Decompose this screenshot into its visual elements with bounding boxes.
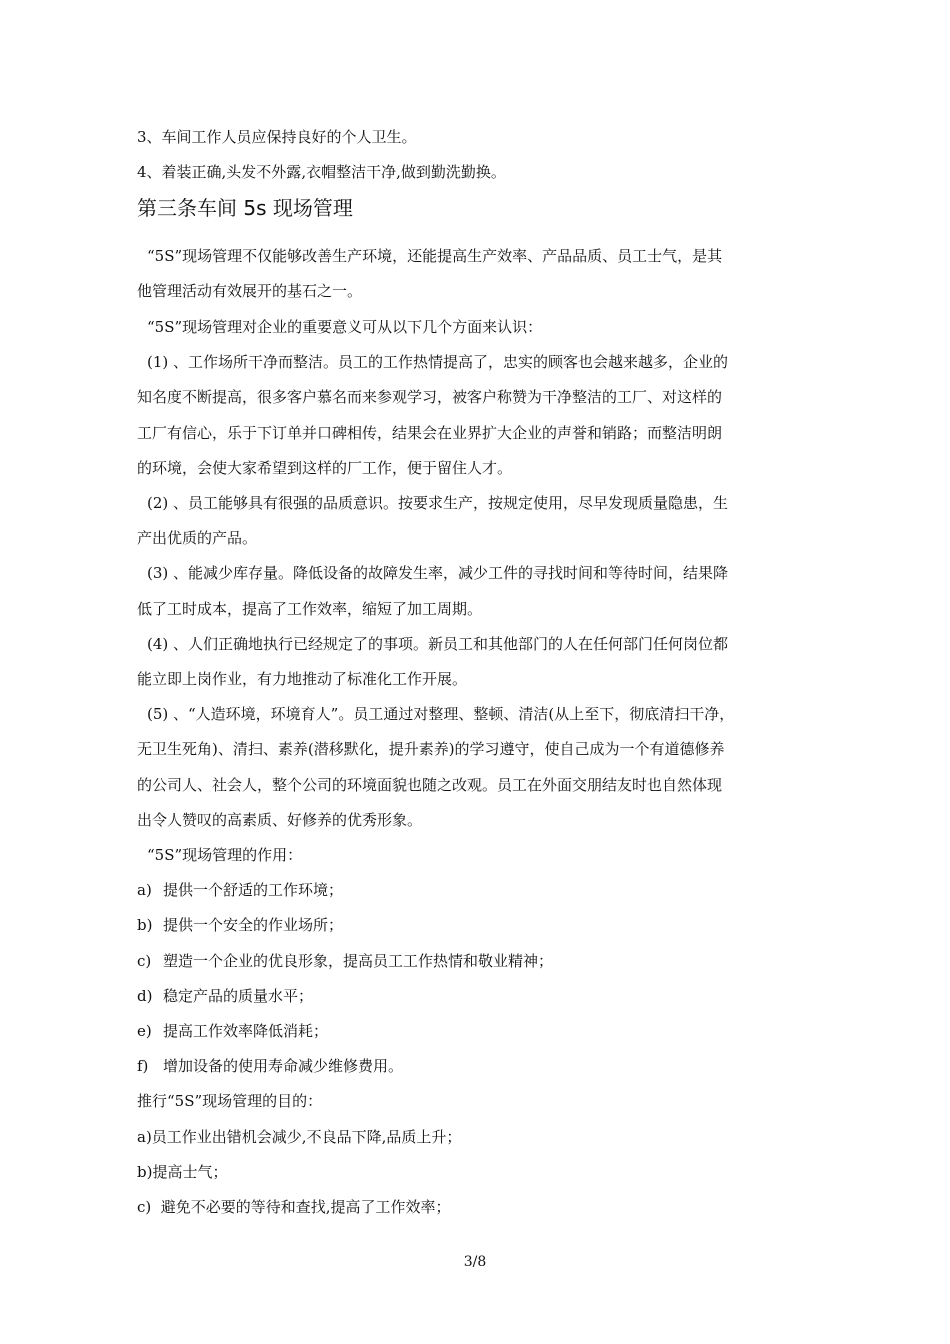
role-item [137, 1056, 403, 1076]
role-label: e) [137, 1022, 152, 1040]
purpose-item: c) 避免不必要的等待和查找,提高了工作效率； [137, 1198, 451, 1216]
role-label: c) [137, 952, 152, 970]
significance-5-line: (5) 、“人造环境，环境育人”。员工通过对整理、整顿、清洁(从上至下，彻底清扫干净， [147, 705, 735, 723]
intro-item-4: 4、着装正确,头发不外露,衣帽整洁干净,做到勤洗勤换。 [137, 163, 506, 181]
role-label: b) [137, 916, 153, 934]
role-heading: “5S”现场管理的作用： [147, 846, 303, 864]
significance-1-line: 工厂有信心，乐于下订单并口碑相传，结果会在业界扩大企业的声誉和销路；而整洁明朗 [137, 424, 723, 442]
paragraph-line: 他管理活动有效展开的基石之一。 [137, 282, 363, 300]
role-text: 增加设备的使用寿命减少维修费用。 [163, 1057, 404, 1075]
significance-1-line: 知名度不断提高，很多客户慕名而来参观学习，被客户称赞为干净整洁的工厂、对这样的 [137, 388, 723, 406]
intro-item-3: 3、车间工作人员应保持良好的个人卫生。 [137, 128, 417, 146]
role-text: 提供一个安全的作业场所； [163, 916, 344, 934]
paragraph-line: “5S”现场管理不仅能够改善生产环境，还能提高生产效率、产品品质、员工士气，是其 [147, 247, 723, 265]
role-text: 提高工作效率降低消耗； [163, 1022, 329, 1040]
role-item [137, 915, 343, 935]
significance-4-line: (4) 、人们正确地执行已经规定了的事项。新员工和其他部门的人在任何部门任何岗位都 [147, 635, 729, 653]
significance-4-line: 能立即上岗作业，有力地推动了标准化工作开展。 [137, 670, 468, 688]
role-label: a) [137, 881, 152, 899]
role-item [137, 880, 343, 900]
significance-2-line: (2) 、员工能够具有很强的品质意识。按要求生产，按规定使用，尽早发现质量隐患，生 [147, 494, 729, 512]
purpose-heading: 推行“5S”现场管理的目的： [137, 1092, 323, 1110]
role-item [137, 986, 313, 1006]
section-title: 第三条车间 5s 现场管理 [137, 196, 353, 220]
significance-3-line: 低了工时成本，提高了工作效率，缩短了加工周期。 [137, 600, 483, 618]
role-label: f) [137, 1057, 149, 1075]
page-number: 3/8 [463, 1254, 487, 1270]
significance-5-line: 无卫生死角)、清扫、素养(潜移默化，提升素养)的学习遵守，使自己成为一个有道德修养 [137, 740, 725, 758]
significance-1-line: (1) 、工作场所干净而整洁。员工的工作热情提高了，忠实的顾客也会越来越多，企业的 [147, 353, 729, 371]
significance-2-line: 产出优质的产品。 [137, 529, 258, 547]
role-item [137, 1021, 328, 1041]
significance-5-line: 的公司人、社会人，整个公司的环境面貌也随之改观。员工在外面交朋结友时也自然体现 [137, 776, 723, 794]
significance-3-line: (3) 、能减少库存量。降低设备的故障发生率，减少工件的寻找时间和等待时间，结果降 [147, 564, 729, 582]
role-item [137, 951, 553, 971]
role-text: 塑造一个企业的优良形象，提高员工工作热情和敬业精神； [163, 952, 554, 970]
significance-5-line: 出令人赞叹的高素质、好修养的优秀形象。 [137, 811, 423, 829]
significance-1-line: 的环境，会使大家希望到这样的厂工作，便于留住人才。 [137, 459, 513, 477]
purpose-item: b)提高士气； [137, 1163, 228, 1181]
paragraph-line: “5S”现场管理对企业的重要意义可从以下几个方面来认识： [147, 318, 543, 336]
role-text: 提供一个舒适的工作环境； [163, 881, 344, 899]
role-text: 稳定产品的质量水平； [163, 987, 314, 1005]
role-label: d) [137, 987, 153, 1005]
purpose-item: a)员工作业出错机会减少,不良品下降,品质上升； [137, 1128, 462, 1146]
